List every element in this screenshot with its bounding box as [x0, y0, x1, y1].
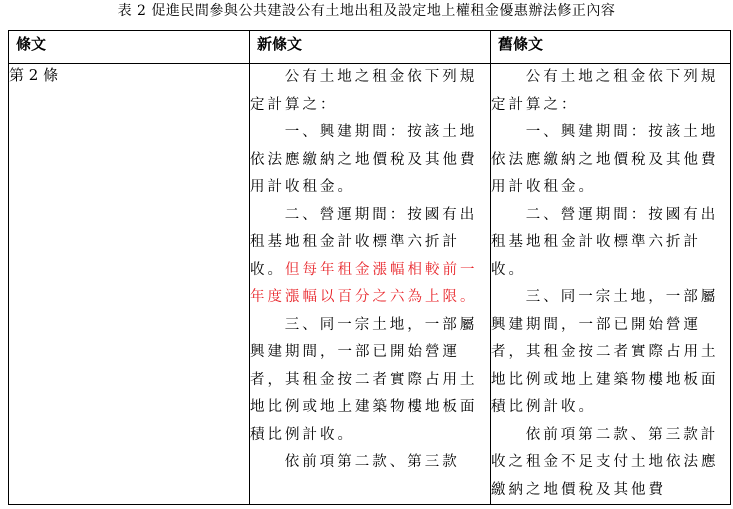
old-item-2: 二、營運期間：按國有出租基地租金計收標準六折計收。 — [491, 206, 719, 278]
new-item-4: 依前項第二款、第三款 — [284, 454, 460, 470]
article-number-cell: 第 2 條 — [9, 64, 250, 505]
new-item-2-added-text: 但每年租金漲幅相較前一年度漲幅以百分之六為上限。 — [250, 261, 478, 305]
old-item-3: 三、同一宗土地，一部屬興建期間，一部已開始營運者，其租金按二者實際占用土地比例或地上建築物樓地板面積比例計收。 — [491, 289, 719, 415]
amendment-comparison-table — [8, 30, 731, 505]
old-item-1: 一、興建期間：按該土地依法應繳納之地價稅及其他費用計收租金。 — [491, 124, 719, 195]
header-old-article: 舊條文 — [491, 31, 731, 64]
new-intro: 公有土地之租金依下列規定計算之： — [250, 69, 478, 113]
old-item-4: 依前項第二款、第三款計收之租金不足支付土地依法應繳納之地價稅及其他費 — [491, 426, 719, 498]
table-header-row — [9, 31, 731, 64]
old-article-cell — [491, 64, 731, 505]
table-row — [9, 64, 731, 505]
header-article: 條文 — [9, 31, 250, 64]
new-item-3: 三、同一宗土地，一部屬興建期間，一部已開始營運者，其租金按二者實際占用土地比例或地上建築物樓地板面積比例計收。 — [250, 316, 478, 443]
new-item-1: 一、興建期間：按該土地依法應繳納之地價稅及其他費用計收租金。 — [250, 124, 478, 195]
new-article-cell — [250, 64, 491, 505]
header-new-article: 新條文 — [250, 31, 491, 64]
new-item-2 — [250, 202, 490, 312]
new-item-2-text: 二、營運期間：按國有出租基地租金計收標準六折計收。 — [250, 206, 478, 278]
table-caption: 表 2 促進民間參與公共建設公有土地出租及設定地上權租金優惠辦法修正內容 — [117, 3, 616, 19]
old-intro: 公有土地之租金依下列規定計算之： — [491, 69, 719, 113]
